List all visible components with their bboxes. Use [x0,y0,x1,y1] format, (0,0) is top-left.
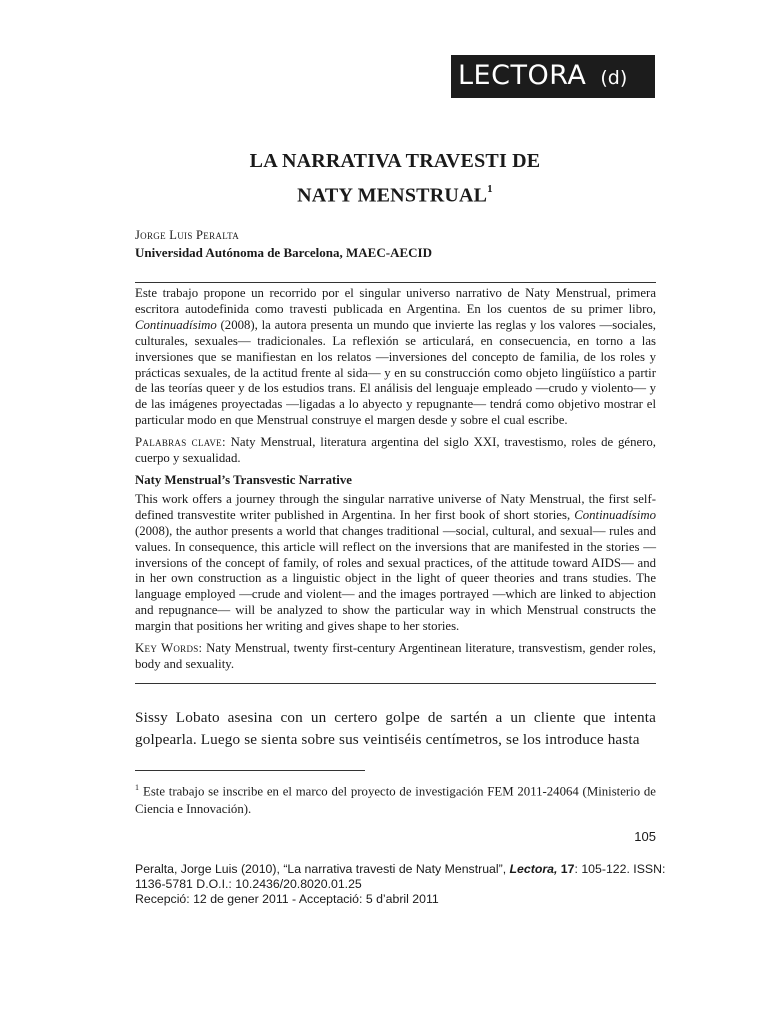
abstract-en-title: Naty Menstrual’s Transvestic Narrative [135,472,352,487]
citation-volume: 17 [557,862,575,876]
abstract-en [135,492,656,635]
keywords-en-text: Naty Menstrual, twenty first-century Argentinean literature, transvestism, gender roles, body and sexuality. [135,641,656,671]
abstract-es-text-1: Este trabajo propone un recorrido por el singular universo narrativo de Naty Menstrual, primera escritora autodefinida como travesti publicada en Argentina. En los cuentos de su primer libro, [135,286,656,316]
keywords-es-label: Palabras clave: [135,435,226,450]
abstract-top-rule [135,282,656,283]
footnote-text: Este trabajo se inscribe en el marco del proyecto de investigación FEM 2011-24064 (Ministerio de Ciencia e Innovación). [135,784,656,817]
citation-line2: 1136-5781 D.O.I.: 10.2436/20.8020.01.25 [135,876,362,891]
citation-pages: : 105-122. ISSN: [574,862,666,876]
page-number: 105 [634,829,656,844]
citation-line3: Recepció: 12 de gener 2011 - Acceptació: 5 d’abril 2011 [135,891,439,906]
abstract-bottom-rule [135,683,656,684]
article-title-line1: LA NARRATIVA TRAVESTI DE [249,150,541,172]
abstract-es [135,286,656,429]
journal-logo [451,55,655,98]
abstract-block [135,286,656,679]
citation-journal: Lectora, [509,862,558,876]
author-affiliation: Universidad Autónoma de Barcelona, MAEC-AECID [135,245,432,260]
journal-logo-name: LECTORA [458,60,587,91]
citation-line1 [135,862,665,877]
article-title [100,146,690,211]
citation-prefix: Peralta, Jorge Luis (2010), “La narrativa travesti de Naty Menstrual”, [135,862,510,876]
keywords-es [135,435,656,467]
footnote-mark: 1 [135,783,139,792]
footnote [135,779,656,818]
title-footnote-mark: 1 [487,183,493,195]
abstract-en-book-title: Continuadísimo [574,507,656,522]
abstract-es-text-2: (2008), la autora presenta un mundo que invierte las reglas y los valores —sociales, culturales, sexuales— tradicionales. La reflexión se articulará, en consecuencia, en torno a las inversiones que se manifiestan en los relatos —inversiones del concepto de familia, de los roles y prácticas sexuales, de la actitud frente al sida— y en su construcción como objeto lingüístico a partir de las teorías queer y de los estudios trans. El análisis del lenguaje empleado —crudo y violento— y de las imágenes proyectadas —ligadas a lo abyecto y repugnante— tendrá como objetivo mostrar el particular modo en que Menstrual construye el margen desde y sobre el cual escribe. [135,317,656,428]
article-title-line2: NATY MENSTRUAL [297,184,488,207]
footnote-rule [135,770,365,771]
journal-logo-sub: (d) [600,67,628,89]
author-name: Jorge Luis Peralta [135,228,240,242]
keywords-es-text: Naty Menstrual, literatura argentina del siglo XXI, travestismo, roles de género, cuerpo y sexualidad. [135,435,657,466]
keywords-en-label: Key Words: [135,641,203,656]
abstract-en-text-2: (2008), the author presents a world that changes traditional —social, cultural, and sexual— rules and values. In consequence, this article will reflect on the inversions that are manifested in the stories —inversions of the concept of family, of roles and sexual practices, of the attitude toward AIDS— and in her own construction as a linguistic object in the light of queer theories and trans studies. The language employed —crude and violent— and the images portrayed —which are linked to abjection and repugnance— will be analyzed to show the particular way in which Menstrual constructs the margin that positions her writing and gives shape to her stories. [135,523,656,634]
abstract-en-text-1: This work offers a journey through the singular narrative universe of Naty Menstrual, the first self-defined transvestite writer published in Argentina. In her first book of short stories, [135,491,656,522]
keywords-en [135,641,656,673]
body-paragraph: Sissy Lobato asesina con un certero golpe de sartén a un cliente que intenta golpearla. Luego se sienta sobre sus veintiséis centímetros, se los introduce hasta [135,709,656,748]
abstract-es-book-title: Continuadísimo [135,317,217,332]
citation-block [135,862,665,906]
